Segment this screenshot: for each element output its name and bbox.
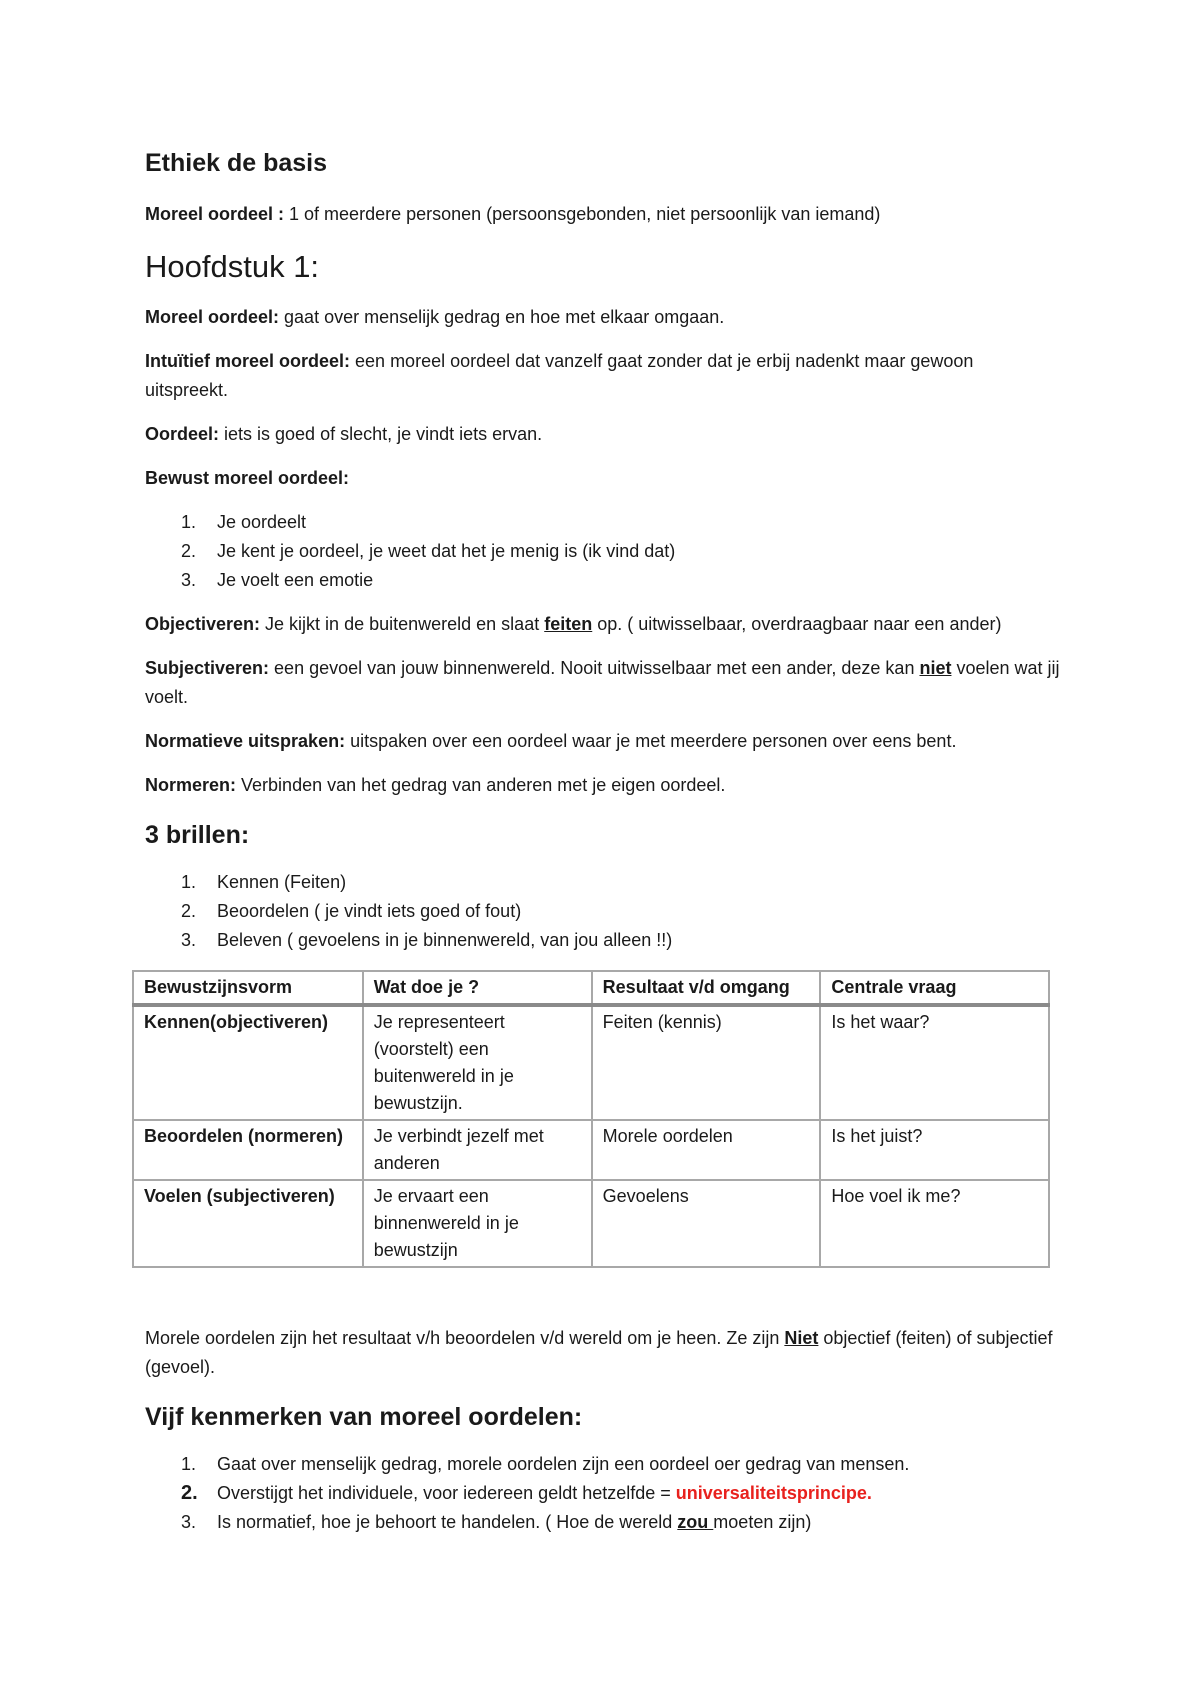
normatieve-paragraph [145,727,1060,756]
definition-text: iets is goed of slecht, je vindt iets ervan. [219,424,543,444]
list-text: Je oordeelt [217,512,307,532]
list-text: Beoordelen ( je vindt iets goed of fout) [217,901,522,921]
underlined-word: niet [919,658,952,678]
table-cell: Is het juist? [820,1120,1049,1180]
bewustzijnsvorm-table [132,970,1050,1268]
table-header-cell: Bewustzijnsvorm [133,971,363,1005]
list-number: 3. [181,1512,197,1532]
table-cell: Is het waar? [820,1005,1049,1120]
underlined-word: zou [677,1512,714,1532]
intro-term: Moreel oordeel : [145,204,285,224]
list-number: 2. [181,541,197,561]
underlined-word: Niet [784,1328,819,1348]
table-cell: Hoe voel ik me? [820,1180,1049,1267]
table-header-cell: Wat doe je ? [363,971,592,1005]
list-text: Je voelt een emotie [217,570,374,590]
list-number: 3. [181,570,197,590]
list-item [145,926,1060,955]
list-item [145,1479,1060,1508]
brillen-heading: 3 brillen: [145,821,250,849]
list-item [145,1508,1060,1537]
table-header-cell: Resultaat v/d omgang [592,971,821,1005]
table-cell: Je verbindt jezelf met anderen [363,1120,592,1180]
table-cell: Morele oordelen [592,1120,821,1180]
table-cell: Kennen(objectiveren) [133,1005,363,1120]
objectiveren-paragraph [145,610,1060,639]
list-text: Gaat over menselijk gedrag, morele oordelen zijn een oordeel oer gedrag van mensen. [217,1454,910,1474]
definition-moreel-oordeel [145,303,1060,332]
table-row [133,1005,1049,1120]
table-cell: Je ervaart een binnenwereld in je bewustzijn [363,1180,592,1267]
definition-term: Intuïtief moreel oordeel: [145,351,351,371]
kenmerken-heading: Vijf kenmerken van moreel oordelen: [145,1403,583,1431]
definition-intuitief [145,347,1060,405]
table-cell: Voelen (subjectiveren) [133,1180,363,1267]
definition-text: Je kijkt in de buitenwereld en slaat [260,614,545,634]
document-title: Ethiek de basis [145,149,328,177]
list-number: 1. [181,1454,197,1474]
table-header-row [133,971,1049,1005]
definition-term: Subjectiveren: [145,658,270,678]
morele-oordelen-paragraph [145,1324,1060,1382]
list-text: Beleven ( gevoelens in je binnenwereld, van jou alleen !!) [217,930,673,950]
definition-term: Moreel oordeel: [145,307,280,327]
list-text: Is normatief, hoe je behoort te handelen. ( Hoe de wereld [217,1512,678,1532]
list-number: 1. [181,512,197,532]
bewust-list [145,508,1060,595]
definition-text: gaat over menselijk gedrag en hoe met elkaar omgaan. [279,307,725,327]
kenmerken-list [145,1450,1060,1537]
table-row [133,1180,1049,1267]
brillen-list [145,868,1060,955]
chapter-heading: Hoofdstuk 1: [145,249,320,284]
paragraph-text: objectief (feiten) of subjectief (gevoel). [145,1328,1053,1377]
list-item [145,868,1060,897]
subjectiveren-paragraph [145,654,1060,712]
list-text: moeten zijn) [713,1512,812,1532]
intro-paragraph [145,200,1060,229]
list-item [145,897,1060,926]
definition-oordeel [145,420,1060,449]
paragraph-text: Morele oordelen zijn het resultaat v/h beoordelen v/d wereld om je heen. Ze zijn [145,1328,785,1348]
definition-text: Verbinden van het gedrag van anderen met je eigen oordeel. [236,775,726,795]
list-number: 2. [181,901,197,921]
list-text: Overstijgt het individuele, voor iedereen geldt hetzelfde = [217,1483,676,1503]
highlighted-term: universaliteitsprincipe. [675,1483,872,1503]
list-number: 1. [181,872,197,892]
list-item [145,508,1060,537]
definition-term: Bewust moreel oordeel: [145,468,350,488]
definition-term: Normeren: [145,775,237,795]
definition-text: een moreel oordeel dat vanzelf gaat zonder dat je erbij nadenkt maar gewoon uitspreekt. [145,351,974,400]
intro-text: 1 of meerdere personen (persoonsgebonden, niet persoonlijk van iemand) [284,204,881,224]
definition-bewust [145,464,1060,493]
list-number: 3. [181,930,197,950]
definition-term: Objectiveren: [145,614,261,634]
list-item [145,1450,1060,1479]
underlined-word: feiten [544,614,593,634]
list-item [145,537,1060,566]
normeren-paragraph [145,771,1060,800]
list-item [145,566,1060,595]
definition-term: Normatieve uitspraken: [145,731,346,751]
list-number: 2. [181,1482,198,1504]
definition-text: voelen wat jij voelt. [145,658,1060,707]
list-text: Kennen (Feiten) [217,872,347,892]
table-cell: Gevoelens [592,1180,821,1267]
list-text: Je kent je oordeel, je weet dat het je menig is (ik vind dat) [217,541,676,561]
table-row [133,1120,1049,1180]
table-header-cell: Centrale vraag [820,971,1049,1005]
definition-text: uitspaken over een oordeel waar je met meerdere personen over eens bent. [345,731,957,751]
definition-text: op. ( uitwisselbaar, overdraagbaar naar een ander) [592,614,1002,634]
definition-term: Oordeel: [145,424,220,444]
table-cell: Je representeert (voorstelt) een buitenwereld in je bewustzijn. [363,1005,592,1120]
table-cell: Beoordelen (normeren) [133,1120,363,1180]
definition-text: een gevoel van jouw binnenwereld. Nooit uitwisselbaar met een ander, deze kan [269,658,920,678]
table-cell: Feiten (kennis) [592,1005,821,1120]
